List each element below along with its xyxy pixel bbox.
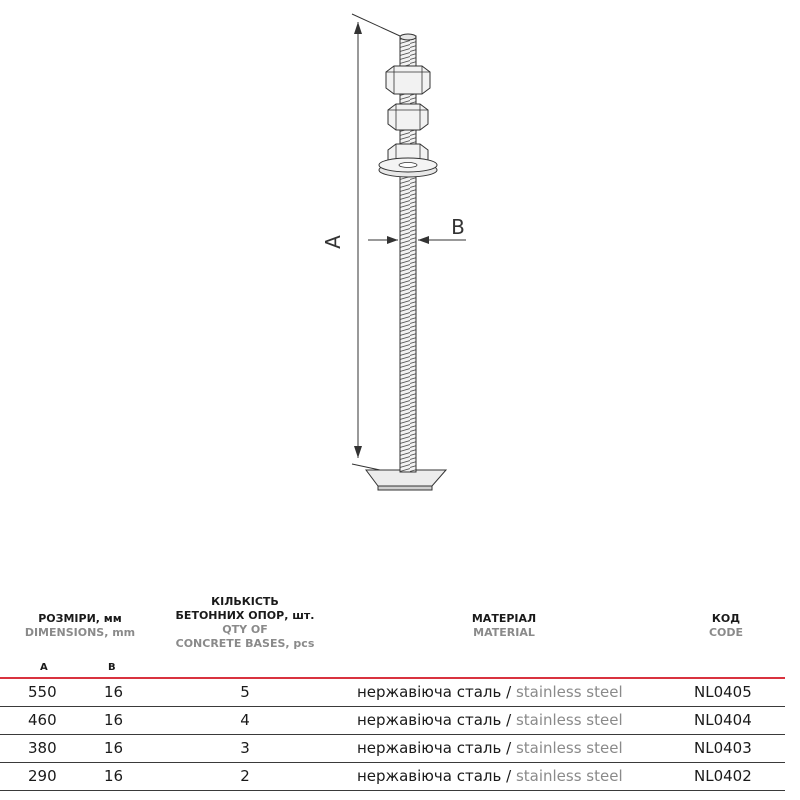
cell-b: 16 [104,683,124,701]
table-row [0,707,785,735]
header-code-en: CODE [708,626,744,639]
material-en: stainless steel [515,739,623,757]
middle-nut [388,104,428,130]
cell-a: 380 [28,739,57,757]
cell-a: 460 [28,711,57,729]
dimension-a-label: A [321,235,345,249]
material-ua: нержавіюча сталь / [357,683,512,701]
header-qty [150,595,340,651]
cell-b: 16 [104,711,124,729]
table-row [0,735,785,763]
cell-material [357,767,623,785]
header-material-en: MATERIAL [473,626,535,639]
header-dimensions-en: DIMENSIONS, mm [24,626,136,639]
cell-code: NL0404 [694,711,752,729]
cell-qty: 4 [240,711,250,729]
cell-code: NL0403 [694,739,752,757]
header-dimensions-ua: РОЗМІРИ, мм [38,612,122,625]
cell-qty: 3 [240,739,250,757]
material-en: stainless steel [515,711,623,729]
header-qty-ua-1: КІЛЬКІСТЬ [211,595,279,608]
cell-a: 290 [28,767,57,785]
material-en: stainless steel [515,767,623,785]
cell-code: NL0402 [694,767,752,785]
header-sub-b: B [108,662,116,673]
material-ua: нержавіюча сталь / [357,711,512,729]
dimension-b-label: B [451,215,465,239]
material-ua: нержавіюча сталь / [357,767,512,785]
dimension-b [368,215,466,244]
cell-b: 16 [104,739,124,757]
cell-qty: 2 [240,767,250,785]
base-plate [366,470,446,490]
threaded-rod [400,34,416,472]
cell-a: 550 [28,683,57,701]
cell-b: 16 [104,767,124,785]
cell-material [357,711,623,729]
header-qty-ua-2: БЕТОННИХ ОПОР, шт. [175,609,315,622]
header-qty-en-2: CONCRETE BASES, pcs [175,637,315,650]
cell-material [357,739,623,757]
cell-material [357,683,623,701]
header-sub-a: A [40,662,48,673]
header-qty-en-1: QTY OF [222,623,268,636]
material-ua: нержавіюча сталь / [357,739,512,757]
header-code [686,612,766,640]
table-row [0,763,785,791]
upper-nut [386,66,430,94]
header-dimensions [10,612,150,640]
header-material-ua: МАТЕРІАЛ [471,612,537,625]
washer [379,158,437,177]
header-material [424,612,584,640]
table-row [0,679,785,707]
header-code-ua: КОД [711,612,741,625]
cell-qty: 5 [240,683,250,701]
cell-code: NL0405 [694,683,752,701]
row-divider [0,790,785,791]
material-en: stainless steel [515,683,623,701]
